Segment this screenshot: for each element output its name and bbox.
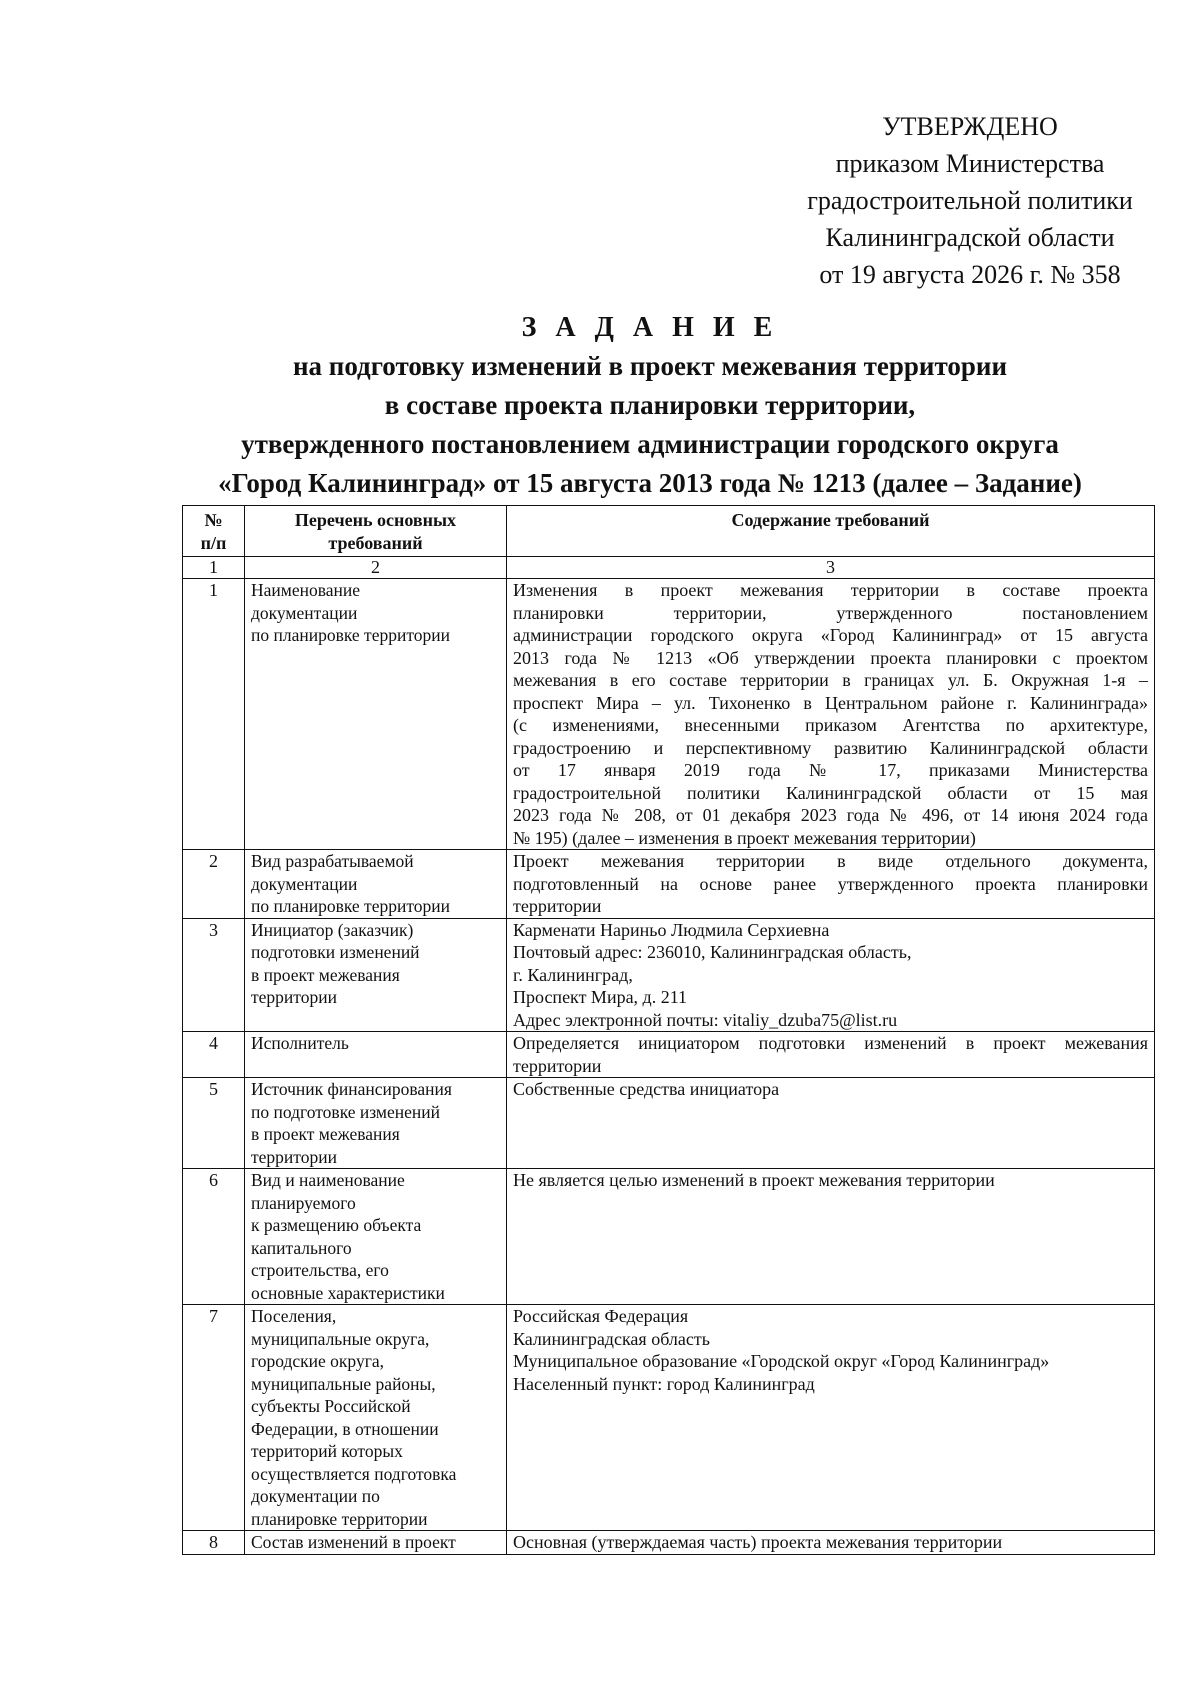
row-number: 6 xyxy=(183,1169,245,1305)
requirement-name xyxy=(245,1531,507,1555)
table-row xyxy=(183,850,1155,919)
requirement-content-line: Проект межевания территории в виде отдельного документа, xyxy=(513,851,1148,871)
header-content: Содержание требований xyxy=(507,506,1155,557)
requirement-name-line: по планировке территории xyxy=(251,896,450,916)
column-index: 3 xyxy=(507,557,1155,579)
requirement-content-line: межевания в его составе территории в границах ул. Б. Окружная 1-я – xyxy=(513,670,1148,690)
requirement-content xyxy=(507,1169,1155,1305)
table-row xyxy=(183,918,1155,1032)
row-number: 2 xyxy=(183,850,245,919)
requirement-name-line: субъекты Российской xyxy=(251,1396,411,1416)
requirement-content-line: Не является целью изменений в проект межевания территории xyxy=(513,1170,995,1190)
column-index: 2 xyxy=(245,557,507,579)
requirement-name-line: подготовки изменений xyxy=(251,942,420,962)
requirement-content-line: территории xyxy=(513,896,602,916)
requirement-content-line: г. Калининград, xyxy=(513,964,633,985)
requirement-name-line: документации по xyxy=(251,1486,380,1506)
requirement-content-line: Определяется инициатором подготовки изменений в проект межевания xyxy=(513,1033,1148,1053)
row-number: 4 xyxy=(183,1032,245,1078)
requirement-content-line: Карменати Нариньо Людмила Серхиевна xyxy=(513,919,830,940)
requirement-content-line: градостроительной политики Калининградской области от 15 мая xyxy=(513,782,1148,803)
requirement-content-line: Российская Федерация xyxy=(513,1306,689,1326)
requirement-name-line: по подготовке изменений xyxy=(251,1101,441,1122)
requirement-content xyxy=(507,918,1155,1032)
header-num: № п/п xyxy=(183,506,245,557)
requirement-name xyxy=(245,1032,507,1078)
row-number: 1 xyxy=(183,579,245,850)
requirement-name-line: Федерации, в отношении xyxy=(251,1418,439,1439)
requirement-name-line: планировке территории xyxy=(251,1508,428,1529)
requirement-content-line: 2023 года № 208, от 01 декабря 2023 года № 496, от 14 июня 2024 года xyxy=(513,805,1148,825)
requirement-content-line: № 195) (далее – изменения в проект межевания территории) xyxy=(513,827,976,848)
requirement-name-line: Исполнитель xyxy=(251,1033,349,1053)
requirement-name-line: Вид разрабатываемой xyxy=(251,851,414,871)
row-number: 7 xyxy=(183,1305,245,1531)
requirement-content-line: планировки территории, утвержденного постановлением xyxy=(513,602,1148,623)
requirement-name-line: основные характеристики xyxy=(251,1282,445,1303)
requirement-content-line: (с изменениями, внесенными приказом Агентства по архитектуре, xyxy=(513,715,1148,735)
table-header-row xyxy=(183,506,1155,557)
requirement-name-line: документации xyxy=(251,602,358,623)
requirement-name xyxy=(245,579,507,850)
requirement-name xyxy=(245,850,507,919)
column-index: 1 xyxy=(183,557,245,579)
approval-line: УТВЕРЖДЕНО xyxy=(882,112,1058,141)
requirement-content-line: Почтовый адрес: 236010, Калининградская область, xyxy=(513,942,912,962)
table-row xyxy=(183,1169,1155,1305)
requirement-name-line: по планировке территории xyxy=(251,625,450,645)
requirement-content-line: Адрес электронной почты: vitaliy_dzuba75@list.ru xyxy=(513,1009,898,1030)
requirement-name-line: территорий которых xyxy=(251,1441,403,1461)
requirement-content-line: Проспект Мира, д. 211 xyxy=(513,987,688,1007)
requirement-name-line: Инициатор (заказчик) xyxy=(251,919,414,940)
requirement-name xyxy=(245,1305,507,1531)
requirement-content xyxy=(507,1032,1155,1078)
requirement-content xyxy=(507,850,1155,919)
requirement-content-line: проспект Мира – ул. Тихоненко в Центральном районе г. Калининграда» xyxy=(513,692,1148,713)
requirement-name xyxy=(245,918,507,1032)
requirement-name-line: городские округа, xyxy=(251,1351,385,1371)
requirement-name-line: капитального xyxy=(251,1237,352,1258)
title-line: утвержденного постановлением администрации городского округа xyxy=(241,429,1059,459)
approval-line: Калининградской области xyxy=(825,223,1115,252)
row-number: 3 xyxy=(183,918,245,1032)
requirement-name-line: Вид и наименование xyxy=(251,1170,405,1190)
requirement-name-line: к размещению объекта xyxy=(251,1215,422,1235)
requirement-name xyxy=(245,1078,507,1169)
table-row xyxy=(183,579,1155,850)
document-title xyxy=(160,308,1140,503)
requirement-name xyxy=(245,1169,507,1305)
requirement-name-line: Поселения, xyxy=(251,1306,337,1326)
requirement-content xyxy=(507,1305,1155,1531)
header-name: Перечень основных требований xyxy=(245,506,507,557)
table-row xyxy=(183,1305,1155,1531)
row-number: 8 xyxy=(183,1531,245,1555)
requirement-name-line: Источник финансирования xyxy=(251,1079,452,1099)
requirement-content-line: Изменения в проект межевания территории в составе проекта xyxy=(513,580,1148,600)
requirement-content-line: Собственные средства инициатора xyxy=(513,1079,780,1099)
approval-line: градостроительной политики xyxy=(807,186,1133,215)
approval-stamp xyxy=(760,108,1180,293)
requirement-content-line: администрации городского округа «Город Калининград» от 15 августа xyxy=(513,625,1148,645)
requirement-name-line: Наименование xyxy=(251,580,361,600)
requirement-content-line: градостроению и перспективному развитию Калининградской области xyxy=(513,737,1148,758)
table-row xyxy=(183,1078,1155,1169)
requirement-name-line: планируемого xyxy=(251,1192,356,1213)
requirement-content xyxy=(507,1531,1155,1555)
requirements-table xyxy=(182,505,1155,1555)
requirement-content-line: Калининградская область xyxy=(513,1328,710,1349)
requirement-name-line: документации xyxy=(251,873,358,894)
requirement-name-line: муниципальные районы, xyxy=(251,1373,436,1394)
title-line: в составе проекта планировки территории, xyxy=(384,390,916,420)
column-index-row xyxy=(183,557,1155,579)
requirement-content-line: Основная (утверждаемая часть) проекта межевания территории xyxy=(513,1532,1003,1552)
requirement-content xyxy=(507,1078,1155,1169)
requirement-name-line: территории xyxy=(251,987,337,1007)
table-row xyxy=(183,1531,1155,1555)
requirement-content-line: 2013 года № 1213 «Об утверждении проекта планировки с проектом xyxy=(513,647,1148,668)
requirement-content-line: территории xyxy=(513,1055,602,1076)
requirement-name-line: осуществляется подготовка xyxy=(251,1463,457,1484)
requirement-content-line: подготовленный на основе ранее утвержденного проекта планировки xyxy=(513,873,1148,894)
requirement-name-line: территории xyxy=(251,1146,337,1167)
requirement-content-line: Населенный пункт: город Калининград xyxy=(513,1373,815,1394)
title-line: на подготовку изменений в проект межевания территории xyxy=(292,351,1008,381)
title-line: «Город Калининград» от 15 августа 2013 года № 1213 (далее – Задание) xyxy=(218,468,1082,498)
table-row xyxy=(183,1032,1155,1078)
row-number: 5 xyxy=(183,1078,245,1169)
approval-line: от 19 августа 2026 г. № 358 xyxy=(819,260,1121,289)
requirement-name-line: в проект межевания xyxy=(251,964,400,985)
requirement-name-line: в проект межевания xyxy=(251,1124,400,1144)
requirement-content-line: Муниципальное образование «Городской округ «Город Калининград» xyxy=(513,1351,1050,1371)
approval-line: приказом Министерства xyxy=(835,149,1105,178)
requirement-name-line: строительства, его xyxy=(251,1260,389,1280)
requirement-content xyxy=(507,579,1155,850)
requirement-name-line: муниципальные округа, xyxy=(251,1328,430,1349)
requirement-content-line: от 17 января 2019 года № 17, приказами Министерства xyxy=(513,760,1148,780)
title-head: З А Д А Н И Е xyxy=(521,312,779,343)
requirement-name-line: Состав изменений в проект xyxy=(251,1532,456,1552)
